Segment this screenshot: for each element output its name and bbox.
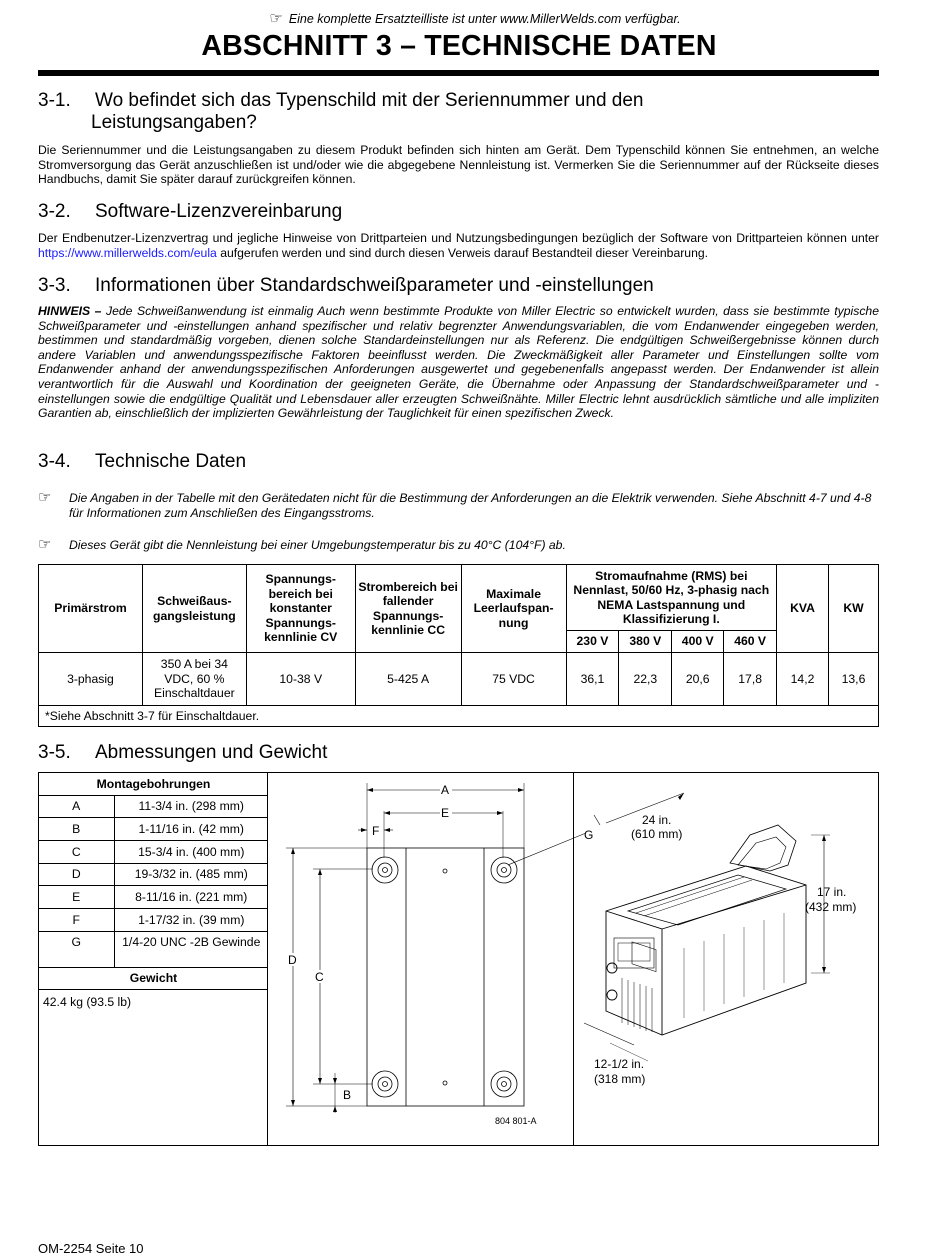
- unit-width-in: 12-1/2 in.: [594, 1057, 645, 1071]
- table-row: [39, 653, 879, 706]
- electrical-note: ☞ Die Angaben in der Tabelle mit den Gerätedaten nicht für die Bestimmung der Anforderungen an die Elektrik verwenden. Siehe Abschnitt 4-7 und 4-8 für Informationen zum Anschließen des Eingangsstroms.: [38, 489, 872, 520]
- section-3-1-body: Die Seriennummer und die Leistungsangaben zu diesem Produkt befinden sich hinten am Gerät. Dem Typenschild können Sie entnehmen, an welche Stromversorgung das Gerät anzuschließen ist und/oder wie die abgegebene Nennleistung ist. Vermerken Sie die Seriennummer auf der Rückseite dieses Handbuchs, damit Sie später darauf zurückgreifen können.: [38, 143, 879, 187]
- header-460v: 460 V: [724, 631, 777, 653]
- label-b: B: [343, 1088, 352, 1102]
- section-3-1-heading: 3-1. Wo befindet sich das Typenschild mit der Seriennummer und den Leistungsangaben?: [38, 90, 644, 133]
- cell-amps-460v: 17,8: [724, 653, 777, 706]
- welder-unit: [606, 825, 806, 1035]
- table-footnote: *Siehe Abschnitt 3-7 für Einschaltdauer.: [39, 706, 879, 727]
- cell-output: 350 A bei 34 VDC, 60 % Einschaltdauer: [142, 653, 246, 706]
- cell-cv: 10-38 V: [246, 653, 355, 706]
- unit-depth-mm: (610 mm): [631, 827, 683, 841]
- mounting-drawing: [268, 773, 594, 1145]
- label-c: C: [315, 970, 324, 984]
- header-ocv: Maximale Leerlaufspannung: [461, 565, 566, 653]
- header-output: Schweißausgangsleistung: [142, 565, 246, 653]
- table-row: F 1-17/32 in. (39 mm): [39, 908, 268, 931]
- cell-kva: 14,2: [777, 653, 829, 706]
- section-3-2-heading: 3-2. Software-Lizenzvereinbarung: [38, 201, 343, 222]
- table-row: E 8-11/16 in. (221 mm): [39, 886, 268, 909]
- table-row: A 11-3/4 in. (298 mm): [39, 795, 268, 818]
- section-3-5-heading: 3-5. Abmessungen und Gewicht: [38, 742, 328, 763]
- label-a: A: [441, 783, 450, 797]
- page-footer: OM-2254 Seite 10: [38, 1241, 144, 1256]
- cell-kw: 13,6: [828, 653, 878, 706]
- weight-value: 42.4 kg (93.5 lb): [43, 995, 132, 1009]
- cell-amps-400v: 20,6: [672, 653, 724, 706]
- pointing-hand-icon: ☞: [38, 489, 52, 506]
- header-kw: KW: [828, 565, 878, 653]
- header-kva: KVA: [777, 565, 829, 653]
- label-e: E: [441, 806, 450, 820]
- section-3-4-heading: 3-4. Technische Daten: [38, 451, 247, 472]
- mounting-hole: [372, 857, 398, 883]
- header-primary: Primärstrom: [39, 565, 143, 653]
- temperature-note: ☞ Dieses Gerät gibt die Nennleistung bei einer Umgebungstemperatur bis zu 40°C (104°F) ab.: [38, 536, 566, 553]
- header-cc: Strombereich bei fallender Spannungskennlinie CC: [355, 565, 461, 653]
- mounting-hole: [372, 1071, 398, 1097]
- section-3-3-notice: HINWEIS – Jede Schweißanwendung ist einmalig Auch wenn bestimmte Produkte von Miller Electric so entwickelt wurden, dass sie bestimmte typische Schweißparameter und -einstellungen anhand spezifischer und relativ begrenzter Anwendungsvariablen, die vom Endanwender eingegeben werden, bestimmen und standardmäßig vorgeben, dienen solche Standardeinstellungen nur als Referenz. Die endgültigen Schweißergebnisse können durch andere Variablen und anwendungsspezifische Faktoren beeinflusst werden. Die Zweckmäßigkeit aller Parameter und Einstellungen sollte vom Endanwender anhand der anwendungsspezifischen Anforderungen ausgewertet und gegebenenfalls angepasst werden. Der Endanwender ist allein verantwortlich für die Auswahl und Koordination der geeigneten Geräte, die Übernahme oder Anpassung der Standardschweißparameter und -einstellungen sowie die endgültige Qualität und Lebensdauer aller erzeugten Schweißnähte. Miller Electric lehnt ausdrücklich sämtliche und alle impliziten Garantien ab, einschließlich der implizierten Gewährleistung der Tauglichkeit für einen spezifischen Zweck.: [38, 304, 879, 421]
- cell-amps-230v: 36,1: [566, 653, 619, 706]
- spec-table: [38, 564, 879, 727]
- dimensions-box: [38, 772, 879, 1146]
- base-outline: [367, 848, 524, 1106]
- table-row: G 1/4-20 UNC -2B Gewinde: [39, 931, 268, 967]
- pointing-hand-icon: ☞: [38, 536, 52, 553]
- header-380v: 380 V: [619, 631, 672, 653]
- mounting-holes-table: [39, 773, 268, 990]
- cell-cc: 5-425 A: [355, 653, 461, 706]
- weight-title: Gewicht: [39, 967, 268, 989]
- unit-width-mm: (318 mm): [594, 1072, 646, 1086]
- mounting-hole: [491, 1071, 517, 1097]
- cell-ocv: 75 VDC: [461, 653, 566, 706]
- header-amps: Stromaufnahme (RMS) bei Nennlast, 50/60 Hz, 3-phasig nach NEMA Lastspannung und Klassifizierung I.: [566, 565, 777, 631]
- mounting-holes-title: Montagebohrungen: [39, 773, 268, 795]
- table-row: C 15-3/4 in. (400 mm): [39, 840, 268, 863]
- unit-depth-in: 24 in.: [642, 813, 672, 827]
- parts-list-note: ☞ Eine komplette Ersatzteilliste ist unter www.MillerWelds.com verfügbar.: [269, 10, 681, 27]
- header-230v: 230 V: [566, 631, 619, 653]
- table-row: D 19-3/32 in. (485 mm): [39, 863, 268, 886]
- table-row: B 1-11/16 in. (42 mm): [39, 818, 268, 841]
- cell-primary: 3-phasig: [39, 653, 143, 706]
- eula-link[interactable]: https://www.millerwelds.com/eula: [38, 245, 217, 260]
- title-rule: [38, 70, 879, 76]
- header-400v: 400 V: [672, 631, 724, 653]
- unit-height-in: 17 in.: [817, 885, 847, 899]
- label-d: D: [288, 953, 297, 967]
- pointing-hand-icon: ☞: [269, 10, 283, 27]
- section-3-2-body: Der Endbenutzer-Lizenzvertrag und jegliche Hinweise von Drittparteien und Nutzungsbedingungen bezüglich der Software von Drittparteien können unter https://www.millerwelds.com/eula aufgerufen werden und sind durch diesen Verweis darauf Bestandteil dieser Vereinbarung.: [38, 231, 879, 260]
- page-title: ABSCHNITT 3 – TECHNISCHE DATEN: [201, 30, 717, 62]
- section-3-3-heading: 3-3. Informationen über Standardschweißparameter und -einstellungen: [38, 275, 654, 296]
- label-f: F: [372, 824, 380, 838]
- unit-height-mm: (432 mm): [805, 900, 857, 914]
- header-cv: Spannungsbereich bei konstanter Spannungskennlinie CV: [246, 565, 355, 653]
- label-g: G: [584, 828, 594, 842]
- unit-drawing: [574, 773, 879, 1145]
- cell-amps-380v: 22,3: [619, 653, 672, 706]
- drawing-part-number: 804 801-A: [495, 1116, 537, 1126]
- mounting-hole: [491, 857, 517, 883]
